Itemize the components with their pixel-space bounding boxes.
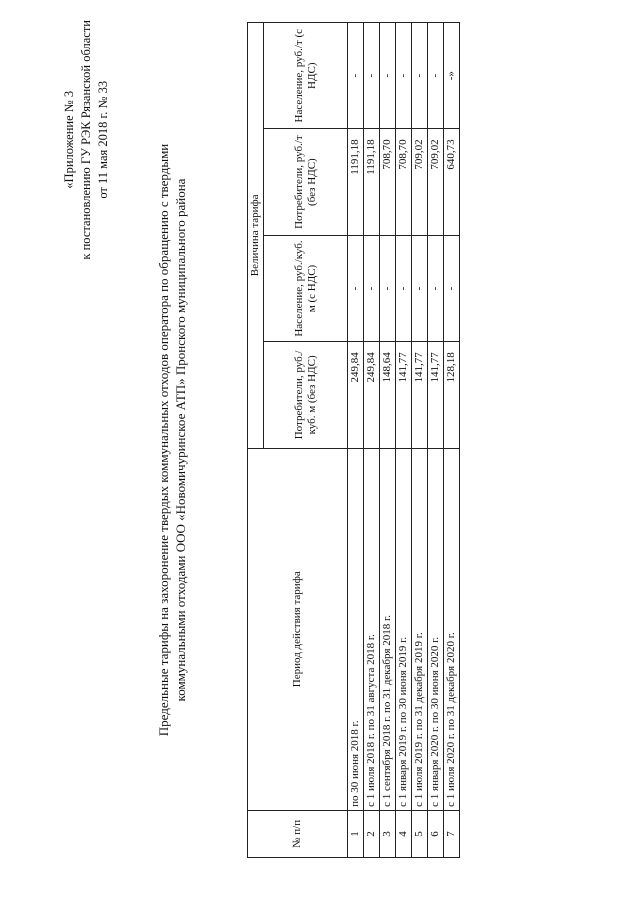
table-row — [396, 23, 412, 858]
row-consumers-t: 709,02 — [412, 129, 428, 235]
row-number: 6 — [428, 810, 444, 857]
table-row — [380, 23, 396, 858]
header-consumers-t: Потребители, руб./т (без НДС) — [264, 129, 348, 235]
row-number: 7 — [444, 810, 460, 857]
row-population-t: - — [428, 23, 444, 129]
row-consumers-t: 640,73 — [444, 129, 460, 235]
row-population-t: - — [380, 23, 396, 129]
document-title — [155, 80, 189, 800]
row-consumers-m3: 148,64 — [380, 342, 396, 448]
row-period: с 1 января 2019 г. по 30 июня 2019 г. — [396, 448, 412, 810]
row-consumers-m3: 141,77 — [412, 342, 428, 448]
tariff-table — [247, 22, 460, 858]
table-row — [364, 23, 380, 858]
header-number: № п/п — [248, 810, 348, 857]
header-period: Период действия тарифа — [248, 448, 348, 810]
row-consumers-m3: 141,77 — [428, 342, 444, 448]
appendix-line-2: к постановлению ГУ РЭК Рязанской области — [79, 20, 93, 260]
row-period: по 30 июня 2018 г. — [348, 448, 364, 810]
row-population-m3: - — [348, 235, 364, 341]
row-population-t: - — [364, 23, 380, 129]
row-population-t: - — [348, 23, 364, 129]
row-population-t: - — [412, 23, 428, 129]
row-consumers-m3: 128,18 — [444, 342, 460, 448]
header-consumers-m3: Потребители, руб./куб. м (без НДС) — [264, 342, 348, 448]
row-period: с 1 июля 2019 г. по 31 декабря 2019 г. — [412, 448, 428, 810]
title-line-1: Предельные тарифы на захоронение твердых коммунальных отходов оператора по обращению с твердыми — [156, 143, 171, 737]
row-consumers-t: 709,02 — [428, 129, 444, 235]
row-consumers-t: 1191,18 — [348, 129, 364, 235]
table-row — [348, 23, 364, 858]
row-population-m3: - — [396, 235, 412, 341]
row-period: с 1 июля 2018 г. по 31 августа 2018 г. — [364, 448, 380, 810]
row-population-m3: - — [412, 235, 428, 341]
row-number: 4 — [396, 810, 412, 857]
row-population-t: - — [396, 23, 412, 129]
row-consumers-m3: 141,77 — [396, 342, 412, 448]
row-number: 1 — [348, 810, 364, 857]
header-tariff-value: Величина тарифа — [248, 23, 264, 449]
row-consumers-t: 1191,18 — [364, 129, 380, 235]
row-consumers-t: 708,70 — [380, 129, 396, 235]
title-line-2: коммунальными отходами ООО «Новомичуринское АТП» Пронского муниципального района — [173, 178, 188, 702]
row-population-m3: - — [380, 235, 396, 341]
rotated-page — [25, 0, 625, 880]
row-period: с 1 января 2020 г. по 30 июня 2020 г. — [428, 448, 444, 810]
row-number: 5 — [412, 810, 428, 857]
row-number: 2 — [364, 810, 380, 857]
row-population-m3: - — [364, 235, 380, 341]
table-row — [428, 23, 444, 858]
appendix-line-3: от 11 мая 2018 г. № 33 — [96, 80, 110, 199]
table-row — [412, 23, 428, 858]
row-period: с 1 сентября 2018 г. по 31 декабря 2018 г. — [380, 448, 396, 810]
appendix-header — [61, 20, 112, 260]
row-population-m3: - — [444, 235, 460, 341]
table-row — [444, 23, 460, 858]
row-population-m3: - — [428, 235, 444, 341]
row-consumers-t: 708,70 — [396, 129, 412, 235]
row-population-t: -» — [444, 23, 460, 129]
row-consumers-m3: 249,84 — [348, 342, 364, 448]
row-number: 3 — [380, 810, 396, 857]
row-consumers-m3: 249,84 — [364, 342, 380, 448]
appendix-line-1: «Приложение № 3 — [62, 90, 76, 189]
header-population-m3: Население, руб./куб. м (с НДС) — [264, 235, 348, 341]
row-period: с 1 июля 2020 г. по 31 декабря 2020 г. — [444, 448, 460, 810]
header-population-t: Население, руб./т (с НДС) — [264, 23, 348, 129]
